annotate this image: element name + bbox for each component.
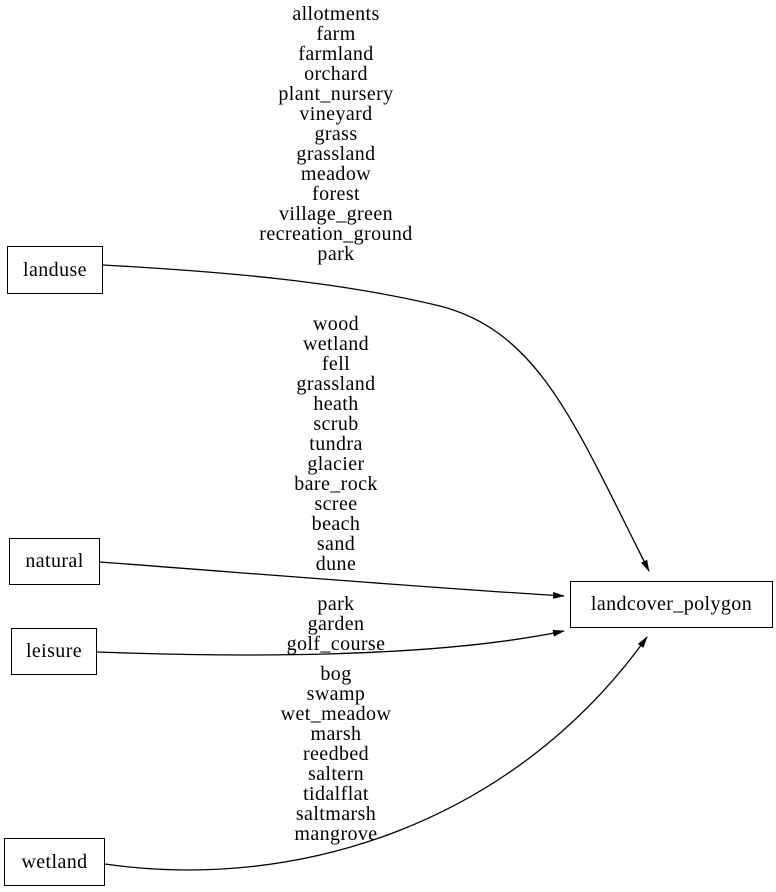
edge-value-line: grass (314, 123, 358, 145)
node-landcover-polygon: landcover_polygon (570, 581, 773, 628)
edge-value-line: golf_course (286, 633, 386, 655)
edge-value-line: sand (316, 533, 356, 555)
edge-value-line: beach (311, 513, 361, 535)
edge-value-line: reedbed (302, 743, 370, 765)
edge-value-line: village_green (278, 203, 394, 225)
edge-value-line: mangrove (294, 823, 378, 845)
edge-value-line: heath (313, 393, 359, 415)
edge-value-line: plant_nursery (278, 83, 394, 105)
node-landuse: landuse (7, 246, 103, 294)
edge-label-wetland-values (206, 664, 466, 844)
edge-value-line: allotments (292, 3, 380, 25)
edge-value-line: bog (320, 663, 352, 685)
edge-value-line: wood (312, 313, 360, 335)
edge-value-line: farmland (298, 43, 374, 65)
edge-value-line: meadow (300, 163, 372, 185)
node-natural: natural (9, 538, 100, 585)
edge-value-line: tidalflat (303, 783, 369, 805)
edge-value-line: vineyard (299, 103, 373, 125)
edge-value-line: dune (315, 553, 357, 575)
edge-value-line: grassland (296, 373, 376, 395)
edge-value-line: saltern (307, 763, 365, 785)
edge-label-natural-values (206, 314, 466, 574)
edge-value-line: orchard (304, 63, 368, 85)
edge-value-line: farm (316, 23, 356, 45)
edge-value-line: wetland (302, 333, 370, 355)
edge-label-landuse-values (206, 4, 466, 264)
edge-value-line: swamp (306, 683, 366, 705)
edge-value-line: forest (312, 183, 360, 205)
edge-value-line: park (317, 593, 355, 615)
edge-value-line: tundra (309, 433, 363, 455)
edge-value-line: saltmarsh (295, 803, 377, 825)
edge-label-leisure-values (206, 594, 466, 654)
edge-value-line: recreation_ground (259, 223, 413, 245)
node-leisure: leisure (11, 628, 97, 675)
edge-value-line: bare_rock (294, 473, 378, 495)
edge-value-line: park (317, 243, 355, 265)
edge-value-line: wet_meadow (280, 703, 392, 725)
edge-value-line: garden (307, 613, 365, 635)
edge-value-line: scree (314, 493, 358, 515)
edge-value-line: fell (321, 353, 351, 375)
edge-value-line: glacier (307, 453, 365, 475)
node-wetland: wetland (4, 838, 105, 886)
edge-value-line: marsh (310, 723, 362, 745)
edge-value-line: grassland (296, 143, 376, 165)
edge-value-line: scrub (313, 413, 359, 435)
